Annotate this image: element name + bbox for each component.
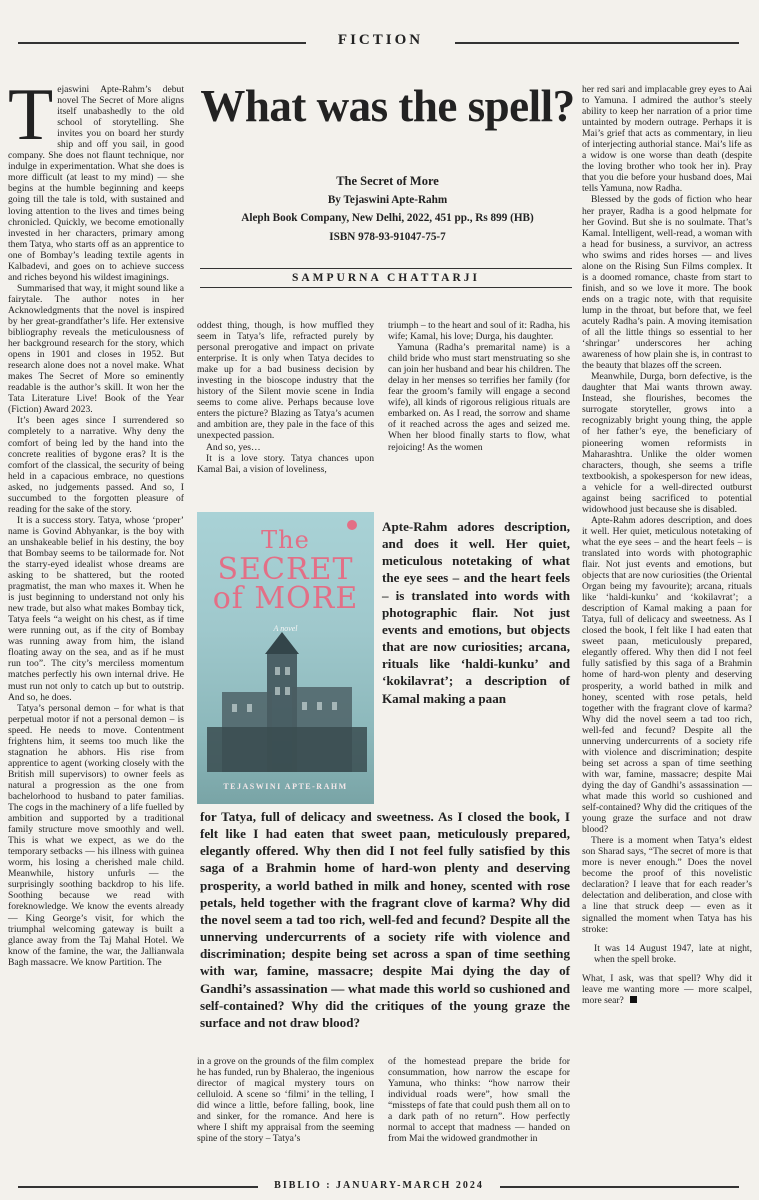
paragraph: her red sari and implacable grey eyes to Aai to Yamuna. I admired the author’s steely ability to keep her narration of a prior time untainted by modern outrage. Perhaps it is Mai’s grief that acts as commentary, in lieu of interjecting authorial stance. Mai’s life as a widow is one worse than death (despite the loving brother who took her in). Pray that you die before your husband does, Mai tells Yamuna, now Radha. — [582, 84, 752, 195]
header-rule-right — [455, 42, 739, 44]
pull-quote-upper — [382, 518, 570, 707]
paragraph: Blessed by the gods of fiction who hear her prayer, Radha is a good helpmate for her Govind. But she is no soulmate. That’s Kamal. Intelligent, well-read, a woman with a head for business, a survivor, an actress who swims and rides horses — and lives alone on the Rising Sun Films complex. It is a doomed romance, chaste from start to finish, and so we love it more. The book ends on a tragic note, with that requisite lump in the throat, but before that, we feel acutely Radha’s pain. A moving itemisation of all the little things so essential to her ‘shringar’ underscores her aching awareness of how plain she is, in contrast to the beauty that blazes off the screen. — [582, 194, 752, 372]
paragraph: Meanwhile, Durga, born defective, is the daughter that Mai wants thrown away. Instead, she flourishes, becomes the surrogate storyteller, grows into a recognizably bright young thing, the apple of her father’s eye, the beneficiary of pioneering women reformists in Maharashtra. Unlike the older women characters, though, she seems a trifle textbookish, a spokesperson for new ideas, a vehicle for a well-directed outburst against being sacrificed to potential widowhood just because she is disabled. — [582, 371, 752, 515]
cover-subtitle: A novel — [273, 624, 298, 633]
footer-rule-right — [500, 1186, 739, 1188]
footer-rule-left — [18, 1186, 258, 1188]
book-details — [195, 172, 580, 246]
cover-title-line: SECRET — [217, 552, 354, 587]
end-mark-icon — [630, 996, 637, 1003]
closing-quote: It was 14 August 1947, late at night, when the spell broke. — [594, 942, 752, 965]
building-illustration-icon — [197, 632, 374, 782]
article-title: What was the spell? — [200, 81, 575, 131]
footer-label: BIBLIO : JANUARY-MARCH 2024 — [274, 1180, 484, 1191]
book-publisher: Aleph Book Company, New Delhi, 2022, 451 pp., Rs 899 (HB) — [241, 212, 534, 224]
paragraph: There is a moment when Tatya’s eldest son Sharad says, “The secret of more is that more is never enough.” Does the novel become the proof of this novelistic declaration? I leave that for each reader’s delectation and deliberation, and close with a line that struck deep — even as it signalled the moment when Tatya has his stroke: — [582, 835, 752, 935]
section-header — [0, 30, 759, 50]
paragraph: oddest thing, though, is how muffled they seem in Tatya’s life, refracted purely by personal prerogative and impact on private enterprise. It is only when Tatya decides to make up for a bad business decision by investing in the bioscope industry that the history of the Silent movie scene in India seems to come alive. Perhaps because love enters the picture? Blazing as Tatya’s acumen and ambition are, they pale in the face of this unexpected passion. — [197, 320, 374, 442]
body-column-3-top — [388, 320, 570, 453]
paragraph: in a grove on the grounds of the film complex he has funded, run by Bhalerao, the ingenious director of magical mystery tours on celluloid. A scene so ‘filmi’ in the telling, I did wince a little, before falling, book, line and sinker, for the romance. And here is where I shift my appraisal from the seeming spine of the story – Tatya’s — [197, 1056, 374, 1145]
paragraph: It is a success story. Tatya, whose ‘proper’ name is Govind Abhyankar, is the boy with an unshakeable belief in his destiny, the boy that Bombay seems to be tailormade for. Not the starry-eyed idealist whose dreams are asking to be shattered, but the rooted pragmatist, the man who maxes it. When he is just beginning to understand not only his new trade, but also what makes Bombay tick, Tatya feels “a weight on his chest, as if time were running out, as if the city of Bombay was running away from him, the island floating away on the sea, and as if he must run too”. The city’s merciless momentum matches perfectly his own internal drive. He must run not only to catch up but to outstrip. And so, he does. — [8, 514, 184, 703]
cover-title-line: The — [261, 526, 310, 554]
paragraph: It is a love story. Tatya chances upon Kamal Bai, a vision of loveliness, — [197, 452, 374, 475]
paragraph: triumph – to the heart and soul of it: Radha, his wife; Kamal, his love; Durga, his daughter. — [388, 320, 570, 343]
body-column-2-top — [197, 320, 374, 475]
pull-quote-lower — [200, 808, 570, 1031]
body-column-3-bottom — [388, 1056, 570, 1144]
paragraph: Yamuna (Radha’s premarital name) is a child bride who must start menstruating so she can join her husband and bear his children. The delay in her menses so terrifies her family (for fear the groom’s family will engage a second wife), all kinds of rigorous religious rituals are embarked on. As I read, the sorrow and shame of it reached across the ages and seized me. When her blood finally starts to flow, what rejoicing! As the women — [388, 342, 570, 453]
cover-title-line: of MORE — [212, 581, 359, 616]
closing-paragraph — [582, 973, 752, 1006]
book-byline: By Tejaswini Apte-Rahm — [327, 193, 448, 206]
paragraph-text: What, I ask, was that spell? Why did it leave me wanting more — more scalpel, more sear? — [582, 972, 752, 1006]
paragraph: It’s been ages since I surrendered so completely to a narrative. Why deny the comfort of being led by the hand into the concrete realities of bygone eras? It is the comfort of the classical, the security of being held in a capacious embrace, no questions asked, no judgements passed. And so, I succumbed to the forgotten pleasure of reading for the sake of the story. — [8, 415, 184, 515]
paragraph: Summarised that way, it might sound like a fairytale. The author notes in her Acknowledgments that the novel is inspired by her great-grandfather’s life. Her extensive bibliography reveals the meticulousness of her background research for the story, which opens in 1901 and closes in 1952. But research alone does not a novel make. What makes The Secret of More so eminently readable is the author’s skill. It won her the Tata Literature Live! Book of the Year (Fiction) Award 2023. — [8, 282, 184, 416]
book-cover-image — [197, 512, 374, 804]
page-footer — [0, 1180, 759, 1194]
header-rule-left — [18, 42, 306, 44]
body-column-1 — [8, 74, 184, 968]
paragraph: Apte-Rahm adores description, and does it well. Her quiet, meticulous notetaking of what the eye sees – and the heart feels – is translated into words with photographic flair. Not just events and emotions, but objects that are now curiosities (the Oriental Organ being my favourite); arcana, rituals like ‘haldi-kunku’ and ‘kokilavrat’; a description of Kamal making a paan for Tatya, full of delicacy and sweetness. As I closed the book, I felt like I had eaten that sweet paan, meticulously prepared, elegantly offered. Why then did I not feel fully satisfied by this saga of a Brahmin home of hard-won plenty and deserving prosperity, a world bathed in milk and honey, scented with rose petals, held together with the fragrant clove of karma? Why did the novel seem a tad too rich, well-fed and fecund? Despite all the unnerving undercurrents of a society rife with violence and discrimination; despite being set across a span of time seething with war, famine, massacre; despite Mai dying the day of Gandhi’s assassination — what made this world so cushioned and self-contained? Why did the critiques of the young graze the surface and not draw blood? — [582, 514, 752, 836]
paragraph: Tatya’s personal demon – for what is that perpetual motor if not a personal demon – is speed. He needs to move. Contentment frightens him, it seems too much like the stagnation he abhors. His rise from apprentice to agent (working closely with the British mill supervisors) to owner feels as natural a progression as the one from bachelorhood to husband to pater familias. The cogs in the machinery of a life fuelled by ambition and supported by a traditional family structure move smoothly and well. This is what we expect, as we do the temporary setbacks — his illness with guinea worm, his losing a cherished male child. Meanwhile, history unfurls — the surprisingly soothing backdrop to his life. Soothing because we read with foreknowledge. We know the events already — King George’s visit, for which the triumphal welcoming gateway is built a glance away from the Taj Mahal Hotel. We know of the famine, the war, the Jallianwala Bagh massacre. We know Partition. The — [8, 702, 184, 968]
paragraph: of the homestead prepare the bride for consummation, how narrow the escape for Yamuna, who thinks: “how narrow their individual roads were”, how small the “missteps of fate that could push them all on to a dark path of no return”. How perfectly normal to accept that madness — handed on from Mai the widowed grandmother in — [388, 1056, 570, 1145]
cover-title — [197, 526, 374, 616]
section-label: FICTION — [337, 32, 424, 48]
reviewer-name: SAMPURNA CHATTARJI — [200, 268, 572, 288]
pull-quote-text: for Tatya, full of delicacy and sweetness. As I closed the book, I felt like I had eaten that sweet paan, meticulously prepared, elegantly offered. Why then did I not feel fully satisfied by this saga of a Brahmin home of hard-won plenty and deserving prosperity, a world bathed in milk and honey, scented with rose petals, held together with the fragrant clove of karma? Why did the novel seem a tad too rich, well-fed and fecund? Despite all the unnerving undercurrents of a society rife with violence and discrimination; despite being set across a span of time seething with war, famine, massacre; despite Mai dying the day of Gandhi’s assassination — what made this world so cushioned and self-contained? Why did the critiques of the young graze the surface and not draw blood? — [200, 809, 570, 1030]
pull-quote-text: Apte-Rahm adores description, and does it well. Her quiet, meticulous notetaking of what the eye sees – and the heart feels – is translated into words with photographic flair. Not just events and emotions, but objects that are now curiosities; arcana, rituals like ‘haldi-kunku’ and ‘kokilavrat’; a description of Kamal making a paan — [382, 519, 570, 706]
paragraph-text: ejaswini Apte-Rahm’s debut novel The Secret of More aligns itself unabashedly to the old school of storytelling. She invites you on board her sturdy ship and off you sail, in good company. She does not flaunt technique, nor indulge in experimentation. What she does is more difficult (at least to my mind) — she begins at the humble beginning and keeps going till the tale is told, with sustained and loving attention to the lives and times being chronicled. Quickly, we become emotionally invested in her characters, primary among them Tatya, who starts off as an apprentice to one of Bombay’s leading textile agents in Kalbadevi, and goes on to achieve success and riches beyond his wildest imaginings. — [8, 84, 184, 283]
book-title: The Secret of More — [336, 174, 439, 188]
body-column-4 — [582, 84, 752, 1006]
book-isbn: ISBN 978-93-91047-75-7 — [329, 230, 446, 243]
body-column-2-bottom — [197, 1056, 374, 1144]
cover-author: TEJASWINI APTE-RAHM — [223, 782, 348, 791]
drop-cap: T — [8, 74, 54, 156]
paragraph: And so, yes… — [206, 441, 261, 453]
opening-paragraph — [8, 74, 184, 283]
